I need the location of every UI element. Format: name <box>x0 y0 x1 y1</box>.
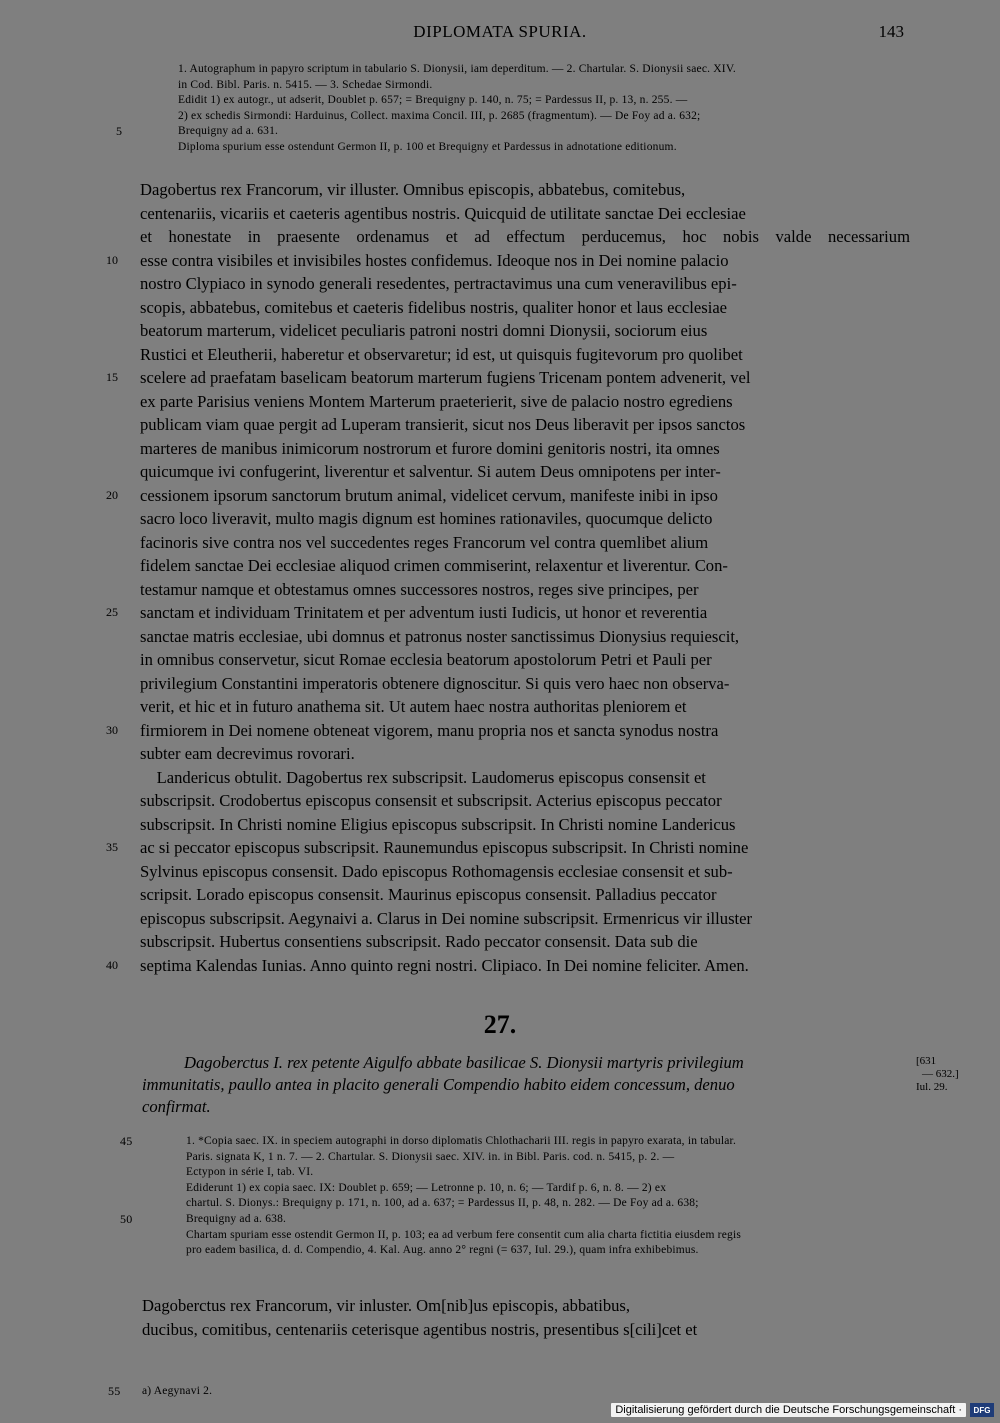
text-line <box>106 954 910 978</box>
line-text: Diploma spurium esse ostendunt Germon II, p. 100 et Brequigny et Pardessus in adnotatione editionum. <box>178 140 677 153</box>
text-line <box>140 296 910 320</box>
line-text: facinoris sive contra nos vel succedentes reges Francorum vel contra quemlibet alium <box>140 532 709 552</box>
line-text: scopis, abbatebus, comitebus et caeteris fidelibus nostris, qualiter honor et laus ecclesiae <box>140 297 728 317</box>
line-text: et honestate in praesente ordenamus et ad effectum perducemus, hoc nobis valde necessarium <box>140 227 910 246</box>
margin-date-line: Iul. 29. <box>916 1081 948 1093</box>
line-text: Paris. signata K, 1 n. 7. — 2. Chartular. S. Dionysii saec. XIV. in. in Bibl. Paris. cod. n. 5415, p. 2. — <box>186 1150 675 1163</box>
line-number: 20 <box>106 487 118 502</box>
line-text: Brequigny ad a. 631. <box>178 125 279 138</box>
text-line <box>106 366 910 390</box>
text-line <box>140 413 910 437</box>
line-text: Dagobertus rex Francorum, vir illuster. Omnibus episcopis, abbatebus, comitebus, <box>140 180 686 199</box>
line-text: ac si peccator episcopus subscripsit. Raunemundus episcopus subscripsit. In Christi nomine <box>140 838 749 857</box>
line-number: 25 <box>106 605 118 619</box>
regest-line: Dagoberctus I. rex petente Aigulfo abbate basilicae S. Dionysii martyris privilegium <box>184 1053 744 1072</box>
text-line <box>142 1294 912 1318</box>
line-text: sanctam et individuam Trinitatem et per adventum iusti Iudicis, ut honor et reverentia <box>140 603 708 622</box>
text-line <box>140 883 910 907</box>
line-text: sacro loco liveravit, multo magis dignum est homines rationaviles, quocumque delicto <box>140 509 713 528</box>
funding-text: Digitalisierung gefördert durch die Deutsche Forschungsgemeinschaft · <box>611 1403 966 1417</box>
line-text: 1. Autographum in papyro scriptum in tabulario S. Dionysii, iam deperditum. — 2. Chartular. S. Dionysii saec. XIV. <box>178 63 736 75</box>
text-line <box>140 437 910 461</box>
text-line <box>140 178 910 202</box>
margin-date-line: — 632.] <box>922 1068 959 1080</box>
page-number: 143 <box>878 22 904 41</box>
text-line <box>140 202 910 226</box>
text-line <box>140 554 910 578</box>
line-text: subscripsit. In Christi nomine Eligius episcopus subscripsit. In Christi nomine Landericus <box>140 814 736 834</box>
section-number: 27. <box>483 1010 517 1039</box>
dfg-logo: DFG <box>970 1403 994 1417</box>
text-line <box>142 1318 912 1342</box>
text-line <box>106 249 910 273</box>
line-text: centenariis, vicariis et caeteris agentibus nostris. Quicquid de utilitate sanctae Dei ecclesiae <box>140 203 746 223</box>
footnote-text: a) Aegynavi 2. <box>142 1385 213 1397</box>
line-text: fidelem sanctae Dei ecclesiae aliquod crimen commiserint, relaxentur et liverentur. Con- <box>140 556 728 575</box>
line-text: testamur namque et obtestamus omnes successores nostros, reges sive principes, per <box>140 579 699 599</box>
text-line <box>140 907 910 931</box>
line-text: Chartam spuriam esse ostendit Germon II, p. 103; ea ad verbum fere consentit cum alia charta fictitia eiusdem regis <box>186 1228 742 1241</box>
page-header <box>0 22 1000 46</box>
text-line <box>186 1150 910 1166</box>
line-text: scripsit. Lorado episcopus consensit. Maurinus episcopus consensit. Palladius peccator <box>140 885 717 904</box>
line-text: firmiorem in Dei nomene obteneat vigorem, manu propria nos et sancta synodus nostra <box>140 720 719 740</box>
text-line <box>186 1243 910 1259</box>
text-line <box>140 507 910 531</box>
text-line <box>140 860 910 884</box>
text-line <box>178 93 908 109</box>
text-line <box>116 124 908 140</box>
charter-text-2 <box>142 1294 912 1342</box>
text-line <box>186 1196 910 1212</box>
line-text: Landericus obtulit. Dagobertus rex subscripsit. Laudomerus episcopus consensit et <box>140 767 706 787</box>
line-text: Edidit 1) ex autogr., ut adserit, Doublet p. 657; = Brequigny p. 140, n. 75; = Pardessus II, p. 13, n. 255. — <box>178 94 688 107</box>
text-line <box>140 225 910 249</box>
margin-date-line: [631 <box>916 1055 937 1067</box>
source-notes-2 <box>120 1134 910 1259</box>
line-text: Brequigny ad a. 638. <box>186 1212 287 1225</box>
text-line <box>106 836 910 860</box>
line-text: cessionem ipsorum sanctorum brutum animal, videlicet cervum, manifeste inibi in ipso <box>140 485 718 505</box>
line-number: 45 <box>120 1134 133 1148</box>
line-number: 10 <box>106 252 118 267</box>
text-line <box>140 695 910 719</box>
line-text: subter eam decrevimus rovorari. <box>140 744 355 763</box>
line-text: 1. *Copia saec. IX. in speciem autographi in dorso diplomatis Chlothacharii III. regis in papyro exarata, in tabular. <box>186 1135 737 1147</box>
text-line <box>120 1211 910 1228</box>
text-line <box>140 813 910 837</box>
text-line <box>140 578 910 602</box>
text-line <box>140 531 910 555</box>
line-text: Dagoberctus rex Francorum, vir inluster. Om[nib]us episcopis, abbatibus, <box>142 1296 631 1315</box>
line-text: in omnibus conservetur, sicut Romae ecclesia beatorum apostolorum Petri et Pauli per <box>140 650 712 669</box>
text-line <box>140 343 910 367</box>
text-line <box>106 601 910 625</box>
regest-line: immunitatis, paullo antea in placito generali Compendio habito eidem concessum, denuo <box>142 1075 735 1094</box>
text-line <box>140 648 910 672</box>
charter-text-1 <box>106 178 910 977</box>
running-title: DIPLOMATA SPURIA. <box>413 22 587 41</box>
line-number: 15 <box>106 370 118 384</box>
line-text: ex parte Parisius veniens Montem Marterum praeterierit, sive de palacio nostro egrediens <box>140 391 733 411</box>
text-line <box>140 390 910 414</box>
text-line <box>178 109 908 125</box>
text-line <box>140 766 910 790</box>
line-text: Sylvinus episcopus consensit. Dado episcopus Rothomagensis ecclesiae consensit et sub- <box>140 861 733 881</box>
line-text: Ectypon in série I, tab. VI. <box>186 1166 314 1179</box>
line-text: scelere ad praefatam baselicam beatorum marterum fugiens Tricenam pontem advenerit, vel <box>140 368 751 387</box>
line-number: 50 <box>120 1211 133 1226</box>
line-text: verit, et hic et in futuro anathema sit. Ut autem haec nostra authoritas pleniorem et <box>140 697 687 716</box>
line-text: ducibus, comitibus, centenariis ceterisque agentibus nostris, presentibus s[cili]cet et <box>142 1320 698 1339</box>
line-text: in Cod. Bibl. Paris. n. 5415. — 3. Schedae Sirmondi. <box>178 78 433 91</box>
text-line <box>186 1165 910 1181</box>
text-line <box>140 272 910 296</box>
text-line <box>186 1228 910 1244</box>
line-number: 30 <box>106 722 118 737</box>
text-line <box>140 930 910 954</box>
line-text: subscripsit. Crodobertus episcopus consensit et subscripsit. Acterius episcopus peccator <box>140 791 722 810</box>
source-notes-1 <box>116 62 908 156</box>
text-line <box>140 672 910 696</box>
line-text: quicumque ivi confugerint, liverentur et salventur. Si autem Deus omnipotens per inter- <box>140 462 721 481</box>
text-line <box>178 78 908 94</box>
line-number: 55 <box>108 1384 121 1398</box>
regest-line: confirmat. <box>142 1097 211 1116</box>
text-line <box>140 625 910 649</box>
line-text: publicam viam quae pergit ad Luperam transierit, sicut nos Deus liberavit per ipsos sanctos <box>140 415 746 434</box>
line-text: episcopus subscripsit. Aegynaivi a. Clarus in Dei nomine subscripsit. Ermenricus vir illuster <box>140 908 753 928</box>
line-text: Rustici et Eleutherii, haberetur et observaretur; id est, ut quisquis fugitevorum pro quolibet <box>140 344 743 364</box>
line-text: 2) ex schedis Sirmondi: Harduinus, Collect. maxima Concil. III, p. 2685 (fragmentum). — De Foy ad a. 632; <box>178 109 701 122</box>
regest <box>142 1052 912 1118</box>
line-text: privilegium Constantini imperatoris obtenere dignoscitur. Si quis vero haec non observa- <box>140 673 730 693</box>
line-number: 5 <box>116 124 123 139</box>
line-text: nostro Clypiaco in synodo generali resedentes, pertractavimus una cum veneravilibus epi- <box>140 274 737 293</box>
line-text: Ediderunt 1) ex copia saec. IX: Doublet p. 659; — Letronne p. 10, n. 6; — Tardif p. 6, n. 8. — 2) ex <box>186 1181 667 1194</box>
line-number: 40 <box>106 957 118 972</box>
line-text: marteres de manibus inimicorum nostrorum et furore domini genitoris nostri, ita omnes <box>140 438 720 458</box>
line-number: 35 <box>106 840 118 854</box>
funding-footer <box>611 1401 994 1419</box>
line-text: subscripsit. Hubertus consentiens subscripsit. Rado peccator consensit. Data sub die <box>140 932 698 951</box>
text-line <box>140 460 910 484</box>
line-text: septima Kalendas Iunias. Anno quinto regni nostri. Clipiaco. In Dei nomine feliciter. Amen. <box>140 955 749 975</box>
text-line <box>140 742 910 766</box>
line-text: beatorum marterum, videlicet peculiaris patroni nostri domni Dionysii, sociorum eius <box>140 321 708 340</box>
line-text: pro eadem basilica, d. d. Compendio, 4. Kal. Aug. anno 2° regni (= 637, Iul. 29.), quam infra exhibebimus. <box>186 1244 699 1257</box>
line-text: sanctae matris ecclesiae, ubi domnus et patronus noster sanctissimus Dionysius requiescit, <box>140 626 740 646</box>
line-text: esse contra visibiles et invisibiles hostes confidemus. Ideoque nos in Dei nomine palacio <box>140 250 729 270</box>
text-line <box>178 140 908 156</box>
text-line <box>106 719 910 743</box>
footnote <box>108 1384 542 1400</box>
text-line <box>140 319 910 343</box>
text-line <box>140 789 910 813</box>
text-line <box>120 1134 910 1150</box>
text-line <box>186 1181 910 1197</box>
line-text: chartul. S. Dionys.: Brequigny p. 171, n. 100, ad a. 637; = Pardessus II, p. 48, n. 282. — De Foy ad a. 638; <box>186 1197 699 1210</box>
margin-date <box>916 1055 996 1094</box>
text-line <box>106 484 910 508</box>
text-line <box>178 62 908 78</box>
